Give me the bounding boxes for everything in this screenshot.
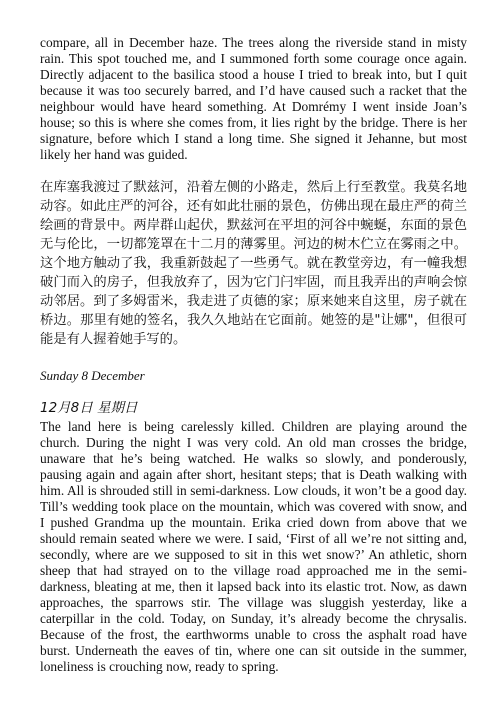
- paragraph-english-2: The land here is being carelessly killed. Children are playing around the church. During the night I was very cold. An old man crosses the bridge, unaware that he’s being watched. He walks so slowly, and ponderously, pausing again and again after short, hesitant steps; that is Death walking with him. All is shrouded still in semi-darkness. Low clouds, it won’t be a good day. Till’s wedding took place on the mountain, which was covered with snow, and I pushed Grandma up the mountain. Erika cried down from above that we should remain seated where we were. I said, ‘First of all we’re not sitting and, secondly, where are we supposed to sit in this wet snow?’ An athletic, shorn sheep that had strayed on to the village road approached me in the semi-darkness, bleating at me, then it lapsed back into its elastic trot. Now, as dawn approaches, the sparrows stir. The village was sluggish yesterday, like a caterpillar in the cold. Today, on Sunday, it’s already become the chrysalis. Because of the frost, the earthworms unable to cross the asphalt road have burst. Underneath the eaves of tin, where one can sit outside in the summer, loneliness is crouching now, ready to spring.: [40, 419, 467, 674]
- paragraph-chinese: 在库塞我渡过了默兹河，沿着左侧的小路走，然后上行至教堂。我莫名地动容。如此庄严的河谷，还有如此壮丽的景色，仿佛出现在最庄严的荷兰绘画的背景中。两岸群山起伏，默兹河在平坦的河谷中蜿蜒，东面的景色无与伦比，一切都笼罩在十二月的薄雾里。河边的树木伫立在雾雨之中。这个地方触动了我，我重新鼓起了一些勇气。就在教堂旁边，有一幢我想破门而入的房子，但我放弃了，因为它门闩牢固，而且我弄出的声响会惊动邻居。到了多姆雷米，我走进了贞德的家；原来她来自这里，房子就在桥边。那里有她的签名，我久久地站在它面前。她签的是"让娜"，但很可能是有人握着她手写的。: [40, 180, 467, 347]
- date-heading-chinese: 12月8日 星期日: [40, 400, 138, 416]
- paragraph-english-1: compare, all in December haze. The trees along the riverside stand in misty rain. This spot touched me, and I summoned forth some courage once again. Directly adjacent to the basilica stood a house I tried to break into, but I quit because it was too securely barred, and I’d have caused such a racket that the neighbour would have heard something. At Domrémy I went inside Joan’s house; so this is where she comes from, it lies right by the bridge. There is her signature, before which I stand a long time. She signed it Jehanne, but most likely her hand was guided.: [40, 35, 467, 162]
- date-heading-english: Sunday 8 December: [40, 368, 145, 383]
